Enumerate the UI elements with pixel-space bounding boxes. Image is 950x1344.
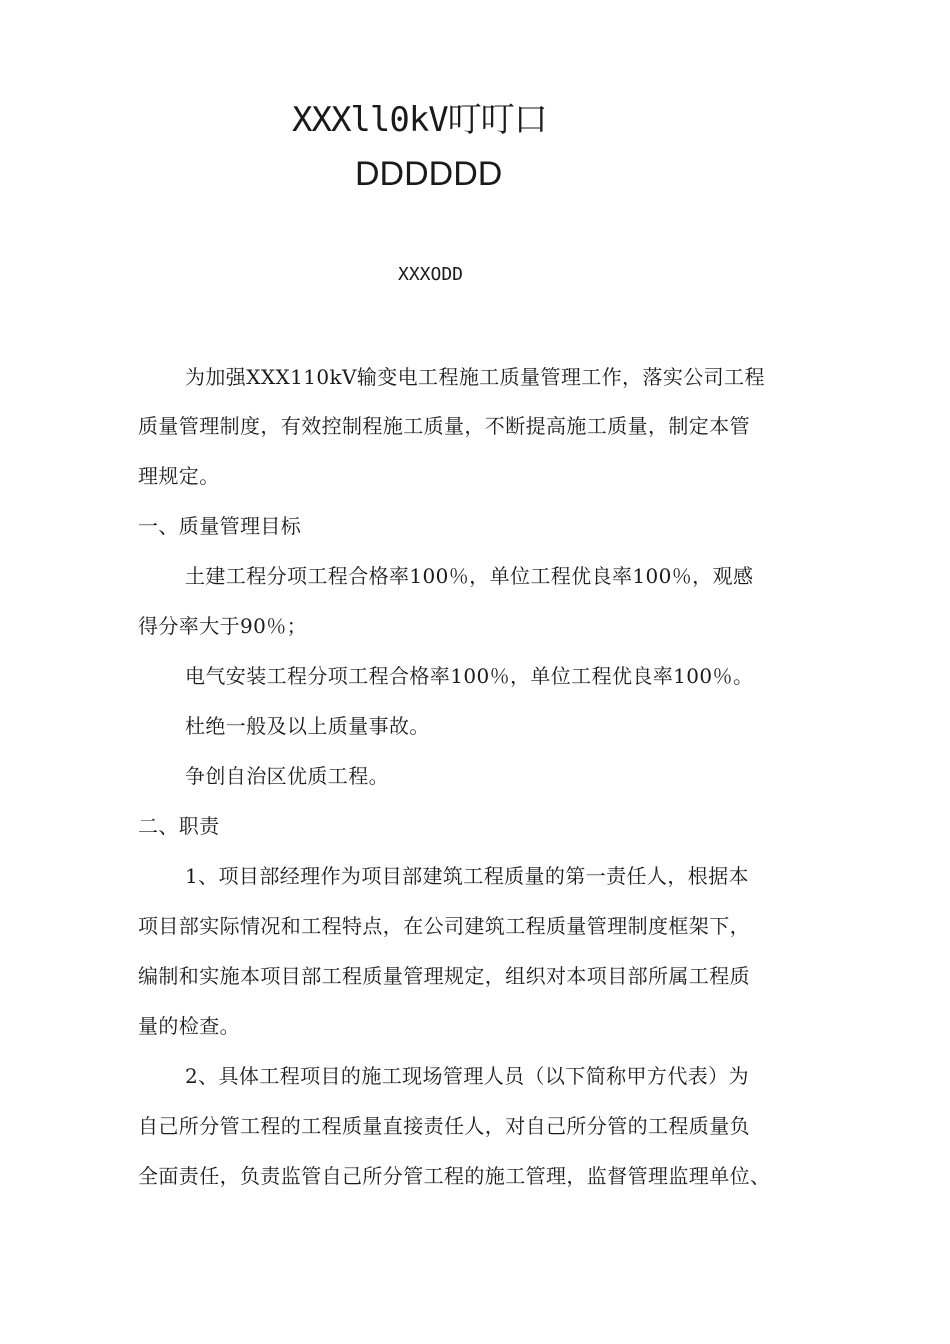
paragraph-line: 土建工程分项工程合格率100％，单位工程优良率100％，观感 — [185, 564, 754, 588]
paragraph-line: 2、具体工程项目的施工现场管理人员（以下简称甲方代表）为 — [185, 1064, 749, 1088]
paragraph-line: 争创自治区优质工程。 — [185, 764, 389, 788]
paragraph-line: 理规定。 — [138, 464, 220, 488]
paragraph-line: 杜绝一般及以上质量事故。 — [185, 714, 430, 738]
paragraph-line: 自己所分管工程的工程质量直接责任人，对自己所分管的工程质量负 — [138, 1114, 750, 1138]
document-title-line-2: DDDDDD — [355, 155, 503, 193]
company-name: XXXODD — [398, 264, 464, 285]
document-title-line-1: XXXll0kV叮叮口 — [292, 100, 547, 140]
paragraph-line: 全面责任，负责监管自己所分管工程的施工管理，监督管理监理单位、 — [138, 1164, 771, 1188]
paragraph-line: 得分率大于90％； — [138, 614, 308, 638]
paragraph-line: 为加强XXX110kV输变电工程施工质量管理工作，落实公司工程 — [185, 365, 765, 389]
section-heading-responsibilities: 二、职责 — [138, 814, 220, 838]
paragraph-line: 质量管理制度，有效控制程施工质量，不断提高施工质量，制定本管 — [138, 414, 750, 438]
paragraph-line: 编制和实施本项目部工程质量管理规定，组织对本项目部所属工程质 — [138, 964, 750, 988]
paragraph-line: 1、项目部经理作为项目部建筑工程质量的第一责任人，根据本 — [185, 864, 749, 888]
paragraph-line: 量的检查。 — [138, 1014, 240, 1038]
paragraph-line: 电气安装工程分项工程合格率100％，单位工程优良率100％。 — [185, 664, 754, 688]
paragraph-line: 项目部实际情况和工程特点，在公司建筑工程质量管理制度框架下， — [138, 914, 750, 938]
section-heading-quality-goals: 一、质量管理目标 — [138, 514, 302, 538]
